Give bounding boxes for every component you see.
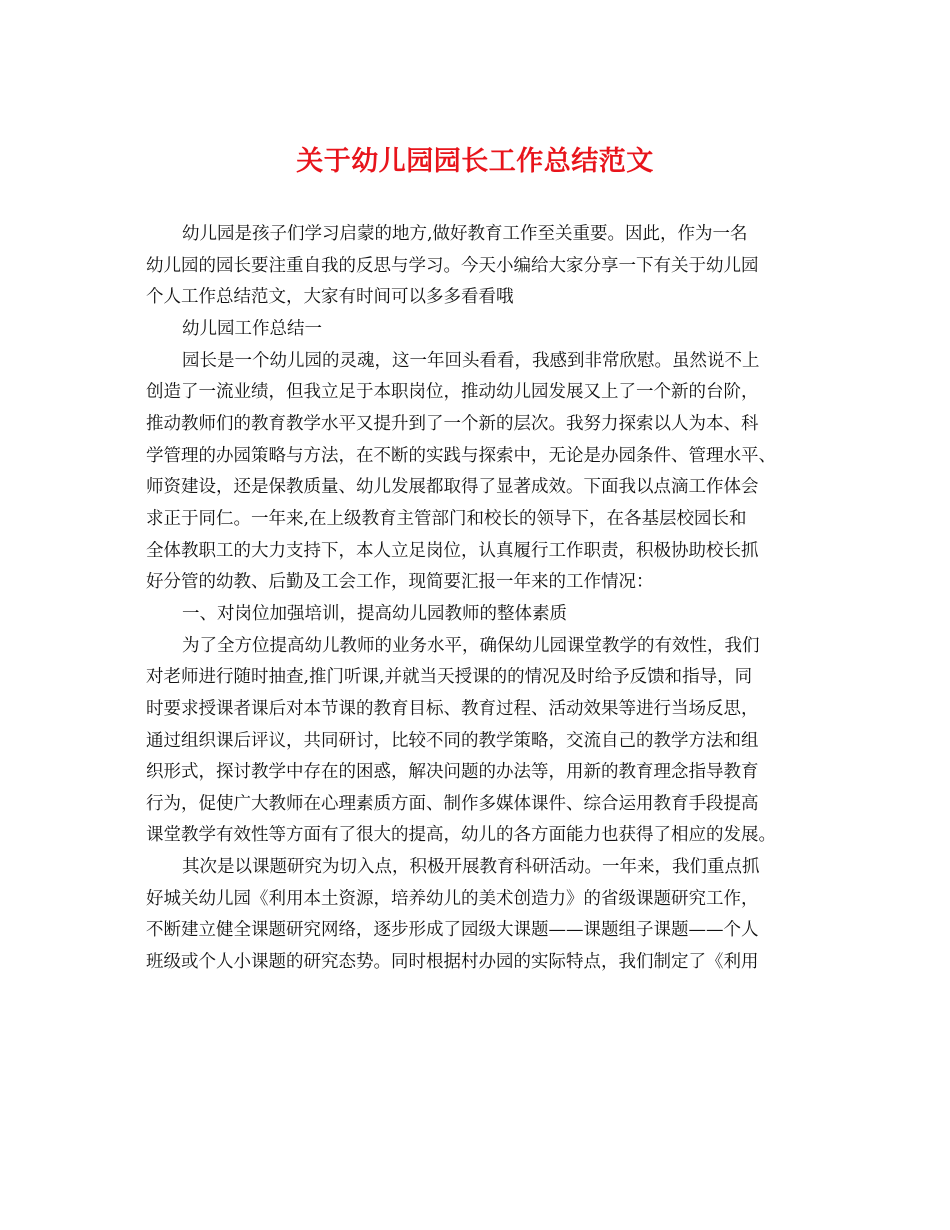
text-line: 好分管的幼教、后勤及工会工作，现简要汇报一年来的工作情况： [146, 572, 654, 593]
text-line: 园长是一个幼儿园的灵魂，这一年回头看看，我感到非常欣慰。虽然说不上 [182, 350, 760, 371]
text-line: 为了全方位提高幼儿教师的业务水平，确保幼儿园课堂教学的有效性，我们 [182, 635, 760, 656]
text-line: 通过组织课后评议，共同研讨，比较不同的教学策略，交流自己的教学方法和组 [146, 730, 759, 751]
text-line: 幼儿园工作总结一 [182, 318, 322, 339]
text-line: 全体教职工的大力支持下，本人立足岗位，认真履行工作职责，积极协助校长抓 [146, 540, 759, 561]
text-line: 行为，促使广大教师在心理素质方面、制作多媒体课件、综合运用教育手段提高 [146, 793, 759, 814]
text-line: 推动教师们的教育教学水平又提升到了一个新的层次。我努力探索以人为本、科 [146, 413, 759, 434]
document-body [146, 219, 806, 979]
text-line: 织形式，探讨教学中存在的困惑，解决问题的办法等，用新的教育理念指导教育 [146, 762, 759, 783]
text-line: 幼儿园是孩子们学习启蒙的地方,做好教育工作至关重要。因此，作为一名 [182, 224, 748, 244]
text-line: 个人工作总结范文，大家有时间可以多多看看哦 [146, 287, 514, 308]
text-line: 班级或个人小课题的研究态势。同时根据村办园的实际特点，我们制定了《利用 [146, 952, 759, 973]
text-line: 师资建设，还是保教质量、幼儿发展都取得了显著成效。下面我以点滴工作体会 [146, 477, 759, 498]
text-line: 不断建立健全课题研究网络，逐步形成了园级大课题——课题组子课题——个人 [146, 920, 759, 941]
text-line: 其次是以课题研究为切入点，积极开展教育科研活动。一年来，我们重点抓 [182, 857, 760, 878]
text-line: 课堂教学有效性等方面有了很大的提高，幼儿的各方面能力也获得了相应的发展。 [146, 825, 776, 846]
text-line: 对老师进行随时抽查,推门听课,并就当天授课的的情况及时给予反馈和指导，同 [146, 667, 753, 688]
text-line: 好城关幼儿园《利用本土资源，培养幼儿的美术创造力》的省级课题研究工作， [146, 888, 759, 909]
document-title: 关于幼儿园园长工作总结范文 [296, 146, 654, 177]
text-line: 学管理的办园策略与方法，在不断的实践与探索中，无论是办园条件、管理水平、 [146, 445, 776, 466]
text-line: 时要求授课者课后对本节课的教育目标、教育过程、活动效果等进行当场反思， [146, 698, 759, 719]
text-line: 幼儿园的园长要注重自我的反思与学习。今天小编给大家分享一下有关于幼儿园 [146, 255, 759, 276]
text-line: 创造了一流业绩，但我立足于本职岗位，推动幼儿园发展又上了一个新的台阶， [146, 382, 759, 403]
text-line: 一、对岗位加强培训，提高幼儿园教师的整体素质 [182, 603, 567, 624]
text-line: 求正于同仁。一年来,在上级教育主管部门和校长的领导下，在各基层校园长和 [146, 508, 747, 529]
